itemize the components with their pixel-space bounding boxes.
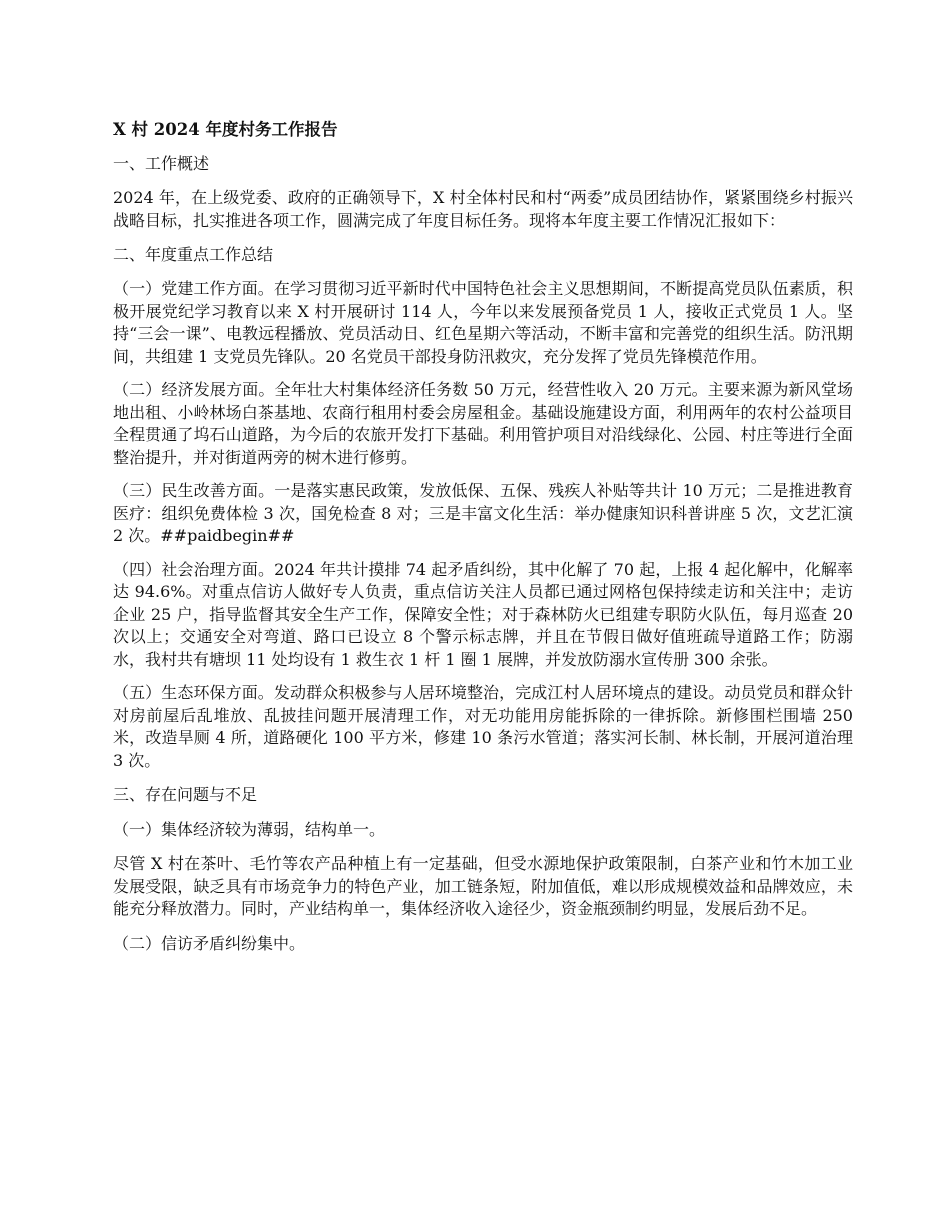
paragraph-ecology: （五）生态环保方面。发动群众积极参与人居环境整治，完成江村人居环境点的建设。动员党员和群众针对房前屋后乱堆放、乱披挂问题开展清理工作，对无功能用房能拆除的一律拆除。新修围栏围墙 250 米，改造旱厕 4 所，道路硬化 100 平方米，修建 10 条污水管道；落实河长制、林长制，开展河道治理 3 次。 [113,683,853,770]
section-heading-overview: 一、工作概述 [113,154,210,173]
document-title: X 村 2024 年度村务工作报告 [113,120,338,139]
section-heading-problems: 三、存在问题与不足 [113,785,258,804]
document-page [113,118,853,967]
paragraph-party-building: （一）党建工作方面。在学习贯彻习近平新时代中国特色社会主义思想期间，不断提高党员队伍素质，积极开展党纪学习教育以来 X 村开展研讨 114 人，今年以来发展预备党员 1 人，接收正式党员 1 人。坚持“三会一课”、电教远程播放、党员活动日、红色星期六等活动，不断丰富和完善党的组织生活。防汛期间，共组建 1 支党员先锋队。20 名党员干部投身防汛救灾，充分发挥了党员先锋模范作用。 [113,279,853,366]
paragraph-social-governance: （四）社会治理方面。2024 年共计摸排 74 起矛盾纠纷，其中化解了 70 起，上报 4 起化解中，化解率达 94.6%。对重点信访人做好专人负责，重点信访关注人员都已通过网格包保持续走访和关注中；走访企业 25 户，指导监督其安全生产工作，保障安全性；对于森林防火已组建专职防火队伍，每月巡查 20 次以上；交通安全对弯道、路口已设立 8 个警示标志牌，并且在节假日做好值班疏导道路工作；防溺水，我村共有塘坝 11 处均设有 1 救生衣 1 杆 1 圈 1 展牌，并发放防溺水宣传册 300 余张。 [113,559,853,669]
subheading-petition-disputes: （二）信访矛盾纠纷集中。 [113,933,306,953]
paragraph-economy: （二）经济发展方面。全年壮大村集体经济任务数 50 万元，经营性收入 20 万元。主要来源为新风堂场地出租、小岭林场白茶基地、农商行租用村委会房屋租金。基础设施建设方面，利用两年的农村公益项目全程贯通了坞石山道路，为今后的农旅开发打下基础。利用管护项目对沿线绿化、公园、村庄等进行全面整治提升，并对街道两旁的树木进行修剪。 [113,380,853,467]
paragraph-overview: 2024 年，在上级党委、政府的正确领导下，X 村全体村民和村“两委”成员团结协作，紧紧围绕乡村振兴战略目标，扎实推进各项工作，圆满完成了年度目标任务。现将本年度主要工作情况汇报如下： [113,188,853,230]
section-heading-summary: 二、年度重点工作总结 [113,245,274,264]
paragraph-livelihood: （三）民生改善方面。一是落实惠民政策，发放低保、五保、残疾人补贴等共计 10 万元；二是推进教育医疗：组织免费体检 3 次，国免检查 8 对；三是丰富文化生活：举办健康知识科普讲座 5 次，文艺汇演 2 次。##paidbegin## [113,481,853,545]
subheading-collective-economy: （一）集体经济较为薄弱，结构单一。 [113,820,386,839]
paragraph-collective-economy: 尽管 X 村在茶叶、毛竹等农产品种植上有一定基础，但受水源地保护政策限制，白茶产业和竹木加工业发展受限，缺乏具有市场竞争力的特色产业，加工链条短，附加值低，难以形成规模效益和品牌效应，未能充分释放潜力。同时，产业结构单一，集体经济收入途径少，资金瓶颈制约明显，发展后劲不足。 [113,854,853,918]
